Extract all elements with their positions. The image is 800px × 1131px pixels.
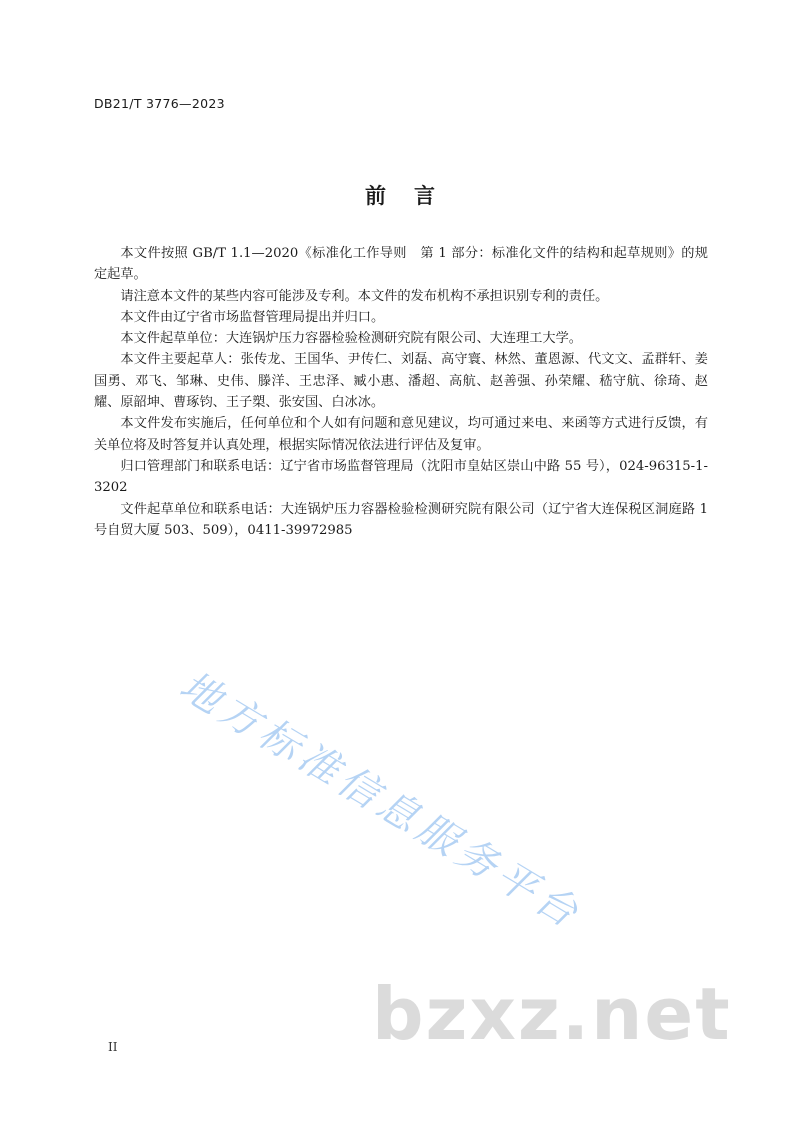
document-code: DB21/T 3776—2023 <box>94 96 225 111</box>
platform-watermark: 地方标准信息服务平台 <box>171 662 590 940</box>
paragraph-management-contact: 归口管理部门和联系电话：辽宁省市场监督管理局（沈阳市皇姑区崇山中路 55 号），024-96315-1-3202 <box>94 458 708 496</box>
preface-body <box>94 243 708 541</box>
paragraph-drafting-contact: 文件起草单位和联系电话：大连锅炉压力容器检验检测研究院有限公司（辽宁省大连保税区洞庭路 1 号自贸大厦 503、509），0411-39972985 <box>94 501 708 538</box>
site-watermark: bzxz.net <box>372 972 732 1056</box>
page-number: II <box>108 1040 118 1054</box>
paragraph-proposer: 本文件由辽宁省市场监督管理局提出并归口。 <box>120 309 385 325</box>
paragraph-drafting-units: 本文件起草单位：大连锅炉压力容器检验检测研究院有限公司、大连理工大学。 <box>120 331 582 347</box>
paragraph-patent-notice: 请注意本文件的某些内容可能涉及专利。本文件的发布机构不承担识别专利的责任。 <box>120 288 609 304</box>
paragraph-drafters: 本文件主要起草人：张传龙、王国华、尹传仁、刘磊、高守寰、林然、董恩源、代文文、孟群轩、姜国勇、邓飞、邹琳、史伟、滕洋、王忠泽、臧小惠、潘超、高航、赵善强、孙荣耀、嵇守航、徐琦、赵耀、原韶坤、曹琢钧、王子槊、张安国、白冰冰。 <box>94 352 708 411</box>
paragraph-drafting-rules: 本文件按照 GB/T 1.1—2020《标准化工作导则 第 1 部分：标准化文件的结构和起草规则》的规定起草。 <box>94 246 708 283</box>
paragraph-feedback: 本文件发布实施后，任何单位和个人如有问题和意见建议，均可通过来电、来函等方式进行反馈，有关单位将及时答复并认真处理，根据实际情况依法进行评估及复审。 <box>94 416 708 453</box>
page-title: 前言 <box>365 184 463 208</box>
